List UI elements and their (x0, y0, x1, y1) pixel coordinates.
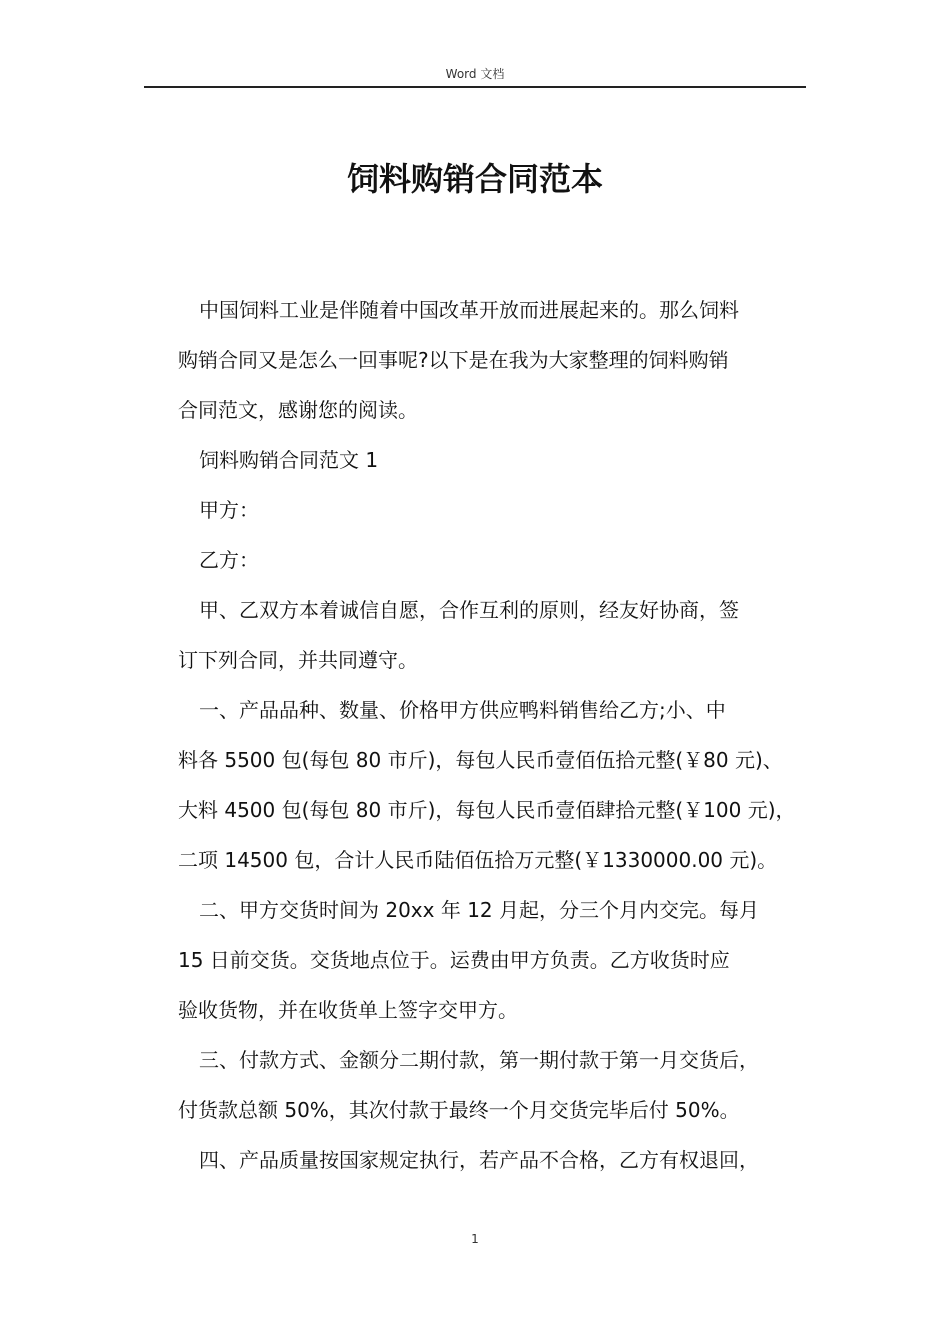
document-title: 饲料购销合同范本 (346, 160, 603, 198)
text-line: 三、付款方式、金额分二期付款，第一期付款于第一月交货后， (199, 1048, 759, 1072)
text-line: 购销合同又是怎么一回事呢?以下是在我为大家整理的饲料购销 (178, 348, 729, 372)
text-line: 合同范文，感谢您的阅读。 (178, 398, 418, 422)
document-body (178, 285, 810, 1185)
text-line: 订下列合同，并共同遵守。 (178, 648, 418, 672)
paragraph-intro (178, 285, 810, 435)
paragraph-party-b (178, 535, 810, 585)
paragraph-clause-3 (178, 1035, 810, 1135)
text-line: 验收货物，并在收货单上签字交甲方。 (178, 998, 518, 1022)
text-line: 付货款总额 50%，其次付款于最终一个月交货完毕后付 50%。 (178, 1098, 740, 1122)
text-line: 大料 4500 包(每包 80 市斤)，每包人民币壹佰肆拾元整(￥100 元)， (178, 798, 796, 822)
paragraph-section-heading (178, 435, 810, 485)
text-line: 甲、乙双方本着诚信自愿，合作互利的原则，经友好协商，签 (199, 598, 739, 622)
text-line: 乙方： (199, 548, 259, 572)
text-line: 一、产品品种、数量、价格甲方供应鸭料销售给乙方;小、中 (199, 698, 726, 722)
paragraph-clause-1 (178, 685, 810, 885)
paragraph-party-a (178, 485, 810, 535)
text-line: 二项 14500 包，合计人民币陆佰伍拾万元整(￥1330000.00 元)。 (178, 848, 778, 872)
text-line: 中国饲料工业是伴随着中国改革开放而进展起来的。那么饲料 (199, 298, 739, 322)
page-header: Word 文档 (445, 67, 505, 81)
page-number: 1 (471, 1232, 479, 1246)
text-line: 料各 5500 包(每包 80 市斤)，每包人民币壹佰伍拾元整(￥80 元)、 (178, 748, 783, 772)
text-line: 甲方： (199, 498, 259, 522)
text-line: 四、产品质量按国家规定执行，若产品不合格，乙方有权退回， (199, 1148, 759, 1172)
text-line: 二、甲方交货时间为 20xx 年 12 月起，分三个月内交完。每月 (199, 898, 759, 922)
header-divider (144, 86, 806, 88)
text-line: 15 日前交货。交货地点位于。运费由甲方负责。乙方收货时应 (178, 948, 730, 972)
text-line: 饲料购销合同范文 1 (199, 448, 379, 472)
paragraph-clause-4 (178, 1135, 810, 1185)
paragraph-agreement (178, 585, 810, 685)
paragraph-clause-2 (178, 885, 810, 1035)
